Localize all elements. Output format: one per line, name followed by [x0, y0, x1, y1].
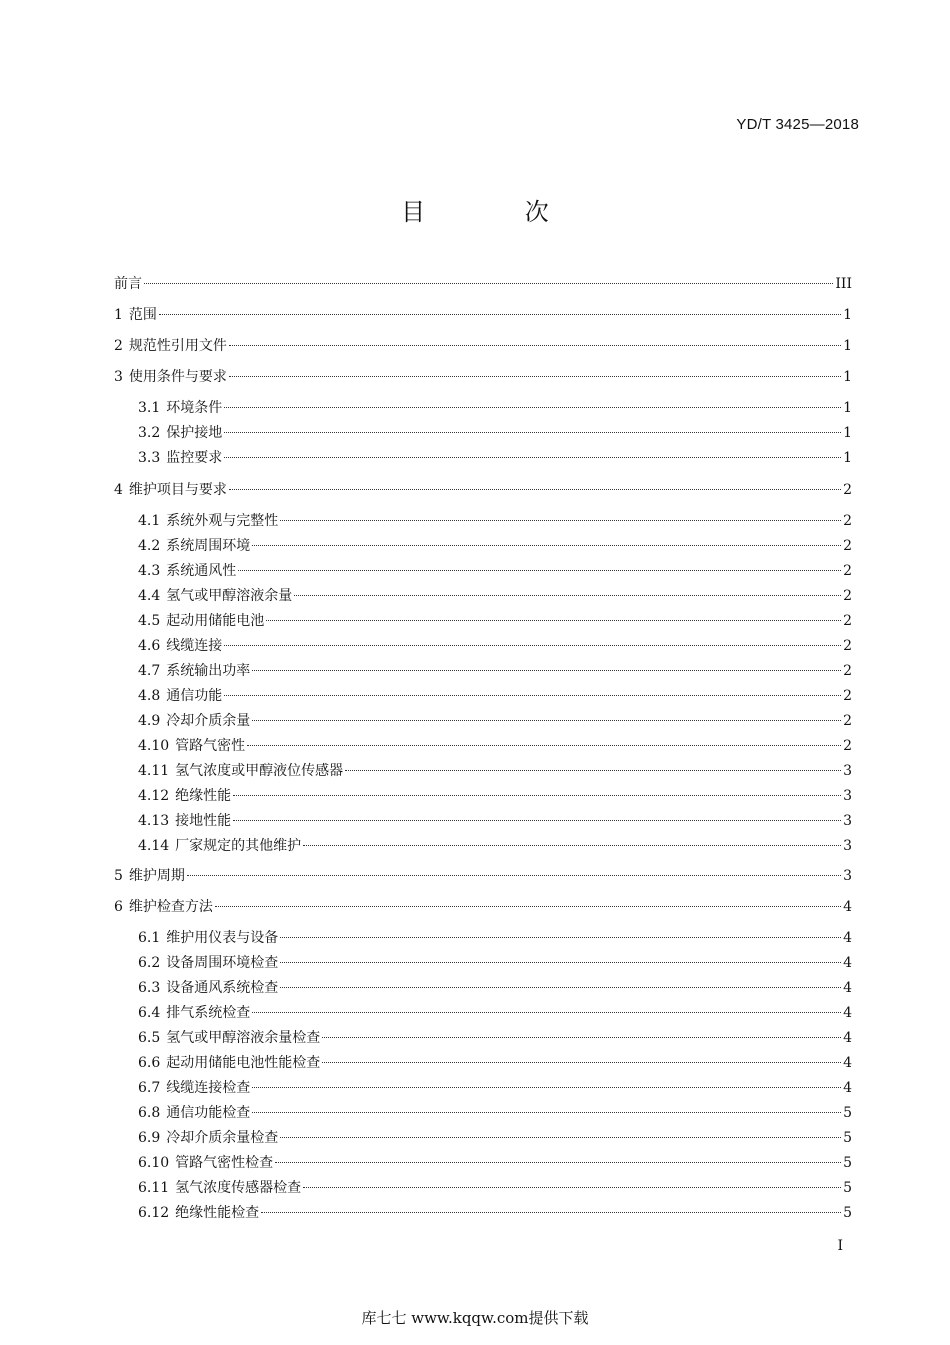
- dot-leader: [229, 376, 841, 377]
- dot-leader: [266, 620, 841, 621]
- toc-entry-label: 范围: [128, 307, 157, 323]
- toc-entry-label: 维护周期: [128, 868, 185, 884]
- toc-entry[interactable]: [138, 1203, 852, 1223]
- toc-entry[interactable]: [138, 711, 852, 731]
- dot-leader: [275, 1162, 841, 1163]
- dot-leader: [252, 1012, 841, 1013]
- dot-leader: [280, 937, 841, 938]
- toc-entry[interactable]: [138, 1078, 852, 1098]
- dot-leader: [224, 407, 841, 408]
- toc-entry-page: 5: [843, 1105, 852, 1121]
- dot-leader: [144, 283, 833, 284]
- toc-entry-page: 5: [843, 1155, 852, 1171]
- toc-entry-label: 绝缘性能: [175, 788, 232, 804]
- toc-entry-page: 2: [843, 663, 852, 679]
- toc-entry[interactable]: [138, 423, 852, 443]
- toc-entry-label: 系统外观与完整性: [166, 513, 279, 529]
- toc-entry-label: 起动用储能电池: [166, 613, 265, 629]
- dot-leader: [345, 770, 841, 771]
- toc-entry-page: 1: [843, 400, 852, 416]
- toc-entry-page: 3: [843, 763, 852, 779]
- toc-entry-number: 4: [114, 482, 123, 498]
- toc-entry-number: 6.11: [138, 1180, 170, 1196]
- toc-entry-page: 4: [843, 955, 852, 971]
- toc-entry[interactable]: [138, 661, 852, 681]
- toc-entry-number: 3.2: [138, 425, 161, 441]
- standard-code: YD/T 3425—2018: [736, 116, 859, 133]
- toc-entry-page: 2: [843, 482, 852, 498]
- dot-leader: [252, 720, 841, 721]
- toc-entry-page: 4: [843, 930, 852, 946]
- toc-entry-number: 2: [114, 338, 123, 354]
- dot-leader: [215, 906, 841, 907]
- toc-entry-label: 监控要求: [166, 450, 223, 466]
- toc-entry-page: 2: [843, 738, 852, 754]
- toc-entry[interactable]: [138, 561, 852, 581]
- dot-leader: [322, 1062, 841, 1063]
- toc-entry-page: 2: [843, 688, 852, 704]
- toc-entry-page: 2: [843, 588, 852, 604]
- toc-entry-number: 3.3: [138, 450, 161, 466]
- toc-entry[interactable]: [138, 1103, 852, 1123]
- toc-entry-label: 冷却介质余量: [166, 713, 251, 729]
- dot-leader: [238, 570, 841, 571]
- toc-entry-number: 5: [114, 868, 123, 884]
- dot-leader: [233, 820, 841, 821]
- toc-entry-page: 4: [843, 1055, 852, 1071]
- dot-leader: [159, 314, 841, 315]
- download-footer: 库七七 www.kqqw.com提供下载: [361, 1309, 589, 1327]
- toc-entry-number: 6: [114, 899, 123, 915]
- toc-entry[interactable]: [138, 686, 852, 706]
- toc-entry-page: 3: [843, 868, 852, 884]
- toc-entry[interactable]: [138, 611, 852, 631]
- toc-entry-page: 1: [843, 425, 852, 441]
- toc-entry-number: 4.7: [138, 663, 161, 679]
- dot-leader: [247, 745, 841, 746]
- toc-entry-page: 5: [843, 1130, 852, 1146]
- toc-entry[interactable]: [138, 836, 852, 856]
- toc-entry[interactable]: [114, 897, 852, 917]
- toc-entry-label: 冷却介质余量检查: [166, 1130, 279, 1146]
- dot-leader: [280, 987, 841, 988]
- toc-entry-page: III: [835, 276, 852, 292]
- toc-entry-label: 厂家规定的其他维护: [175, 838, 302, 854]
- toc-entry-page: 2: [843, 538, 852, 554]
- toc-entry-number: 6.6: [138, 1055, 161, 1071]
- toc-entry-page: 1: [843, 338, 852, 354]
- toc-entry-label: 维护检查方法: [128, 899, 213, 915]
- toc-entry-label: 系统输出功率: [166, 663, 251, 679]
- toc-entry[interactable]: [138, 811, 852, 831]
- toc-entry-number: 4.9: [138, 713, 161, 729]
- toc-title: 目 次: [401, 198, 595, 226]
- toc-entry-number: 4.8: [138, 688, 161, 704]
- toc-entry-page: 2: [843, 563, 852, 579]
- toc-entry-page: 4: [843, 1030, 852, 1046]
- toc-entry-label: 使用条件与要求: [128, 369, 227, 385]
- toc-entry[interactable]: [114, 480, 852, 500]
- dot-leader: [252, 1087, 841, 1088]
- toc-entry-label: 系统周围环境: [166, 538, 251, 554]
- toc-entry[interactable]: [114, 305, 852, 325]
- toc-entry-label: 线缆连接: [166, 638, 223, 654]
- toc-entry-page: 2: [843, 638, 852, 654]
- dot-leader: [252, 545, 841, 546]
- toc-entry[interactable]: [138, 1153, 852, 1173]
- toc-entry-number: 6.1: [138, 930, 161, 946]
- toc-entry-label: 维护用仪表与设备: [166, 930, 279, 946]
- toc-entry-label: 通信功能检查: [166, 1105, 251, 1121]
- dot-leader: [252, 1112, 841, 1113]
- toc-entry[interactable]: [138, 928, 852, 948]
- toc-entry-page: 3: [843, 788, 852, 804]
- toc-entry-label: 设备通风系统检查: [166, 980, 279, 996]
- toc-entry-number: 6.2: [138, 955, 161, 971]
- toc-entry-label: 管路气密性: [175, 738, 246, 754]
- dot-leader: [224, 695, 841, 696]
- toc-entry-label: 排气系统检查: [166, 1005, 251, 1021]
- dot-leader: [229, 489, 841, 490]
- toc-entry-page: 1: [843, 450, 852, 466]
- toc-entry-page: 3: [843, 838, 852, 854]
- dot-leader: [303, 1187, 841, 1188]
- toc-entry-label: 氢气浓度或甲醇液位传感器: [175, 763, 344, 779]
- toc-entry[interactable]: [138, 448, 852, 468]
- toc-entry-page: 2: [843, 713, 852, 729]
- toc-entry-page: 4: [843, 899, 852, 915]
- dot-leader: [224, 645, 841, 646]
- toc-entry-page: 2: [843, 613, 852, 629]
- toc-entry[interactable]: [138, 978, 852, 998]
- toc-entry[interactable]: [138, 736, 852, 756]
- toc-entry-number: 6.12: [138, 1205, 170, 1221]
- toc-entry[interactable]: [138, 1028, 852, 1048]
- toc-entry-number: 6.9: [138, 1130, 161, 1146]
- toc-entry[interactable]: [138, 536, 852, 556]
- toc-entry[interactable]: [138, 761, 852, 781]
- toc-entry-label: 设备周围环境检查: [166, 955, 279, 971]
- toc-entry[interactable]: [138, 636, 852, 656]
- toc-entry-number: 6.10: [138, 1155, 170, 1171]
- dot-leader: [294, 595, 841, 596]
- toc-entry[interactable]: [138, 953, 852, 973]
- dot-leader: [224, 432, 841, 433]
- dot-leader: [233, 795, 841, 796]
- toc-entry-number: 4.11: [138, 763, 170, 779]
- toc-entry-number: 4.13: [138, 813, 170, 829]
- toc-entry-page: 4: [843, 980, 852, 996]
- toc-entry-label: 起动用储能电池性能检查: [166, 1055, 321, 1071]
- toc-entry-number: 4.2: [138, 538, 161, 554]
- toc-entry-number: 6.3: [138, 980, 161, 996]
- dot-leader: [187, 875, 841, 876]
- page-number: I: [837, 1238, 843, 1254]
- toc-entry-page: 5: [843, 1180, 852, 1196]
- toc-entry-page: 4: [843, 1080, 852, 1096]
- dot-leader: [303, 845, 841, 846]
- dot-leader: [280, 1137, 841, 1138]
- toc-entry-page: 1: [843, 369, 852, 385]
- toc-entry[interactable]: [138, 1053, 852, 1073]
- toc-entry-label: 氢气或甲醇溶液余量检查: [166, 1030, 321, 1046]
- toc-entry-label: 通信功能: [166, 688, 223, 704]
- toc-entry-label: 线缆连接检查: [166, 1080, 251, 1096]
- toc-entry[interactable]: [114, 866, 852, 886]
- dot-leader: [280, 520, 841, 521]
- toc-entry-label: 保护接地: [166, 425, 223, 441]
- toc-entry-number: 4.12: [138, 788, 170, 804]
- toc-entry-page: 1: [843, 307, 852, 323]
- toc-entry[interactable]: [138, 786, 852, 806]
- toc-entry-label: 氢气浓度传感器检查: [175, 1180, 302, 1196]
- toc-entry-label: 维护项目与要求: [128, 482, 227, 498]
- toc-entry-label: 氢气或甲醇溶液余量: [166, 588, 293, 604]
- dot-leader: [224, 457, 841, 458]
- toc-entry-number: 4.1: [138, 513, 161, 529]
- toc-entry-number: 6.7: [138, 1080, 161, 1096]
- toc-entry-label: 管路气密性检查: [175, 1155, 274, 1171]
- toc-entry-label: 绝缘性能检查: [175, 1205, 260, 1221]
- toc-entry-label: 规范性引用文件: [128, 338, 227, 354]
- toc-entry-label: 系统通风性: [166, 563, 237, 579]
- dot-leader: [261, 1212, 841, 1213]
- toc-entry[interactable]: [114, 336, 852, 356]
- toc-entry-number: 4.6: [138, 638, 161, 654]
- toc-entry[interactable]: [114, 274, 852, 294]
- toc-entry-number: 3: [114, 369, 123, 385]
- toc-entry-number: 3.1: [138, 400, 161, 416]
- toc-entry-label: 前言: [114, 276, 142, 292]
- toc-entry-number: 6.4: [138, 1005, 161, 1021]
- toc-entry[interactable]: [138, 1178, 852, 1198]
- toc-entry[interactable]: [138, 511, 852, 531]
- toc-entry[interactable]: [138, 1128, 852, 1148]
- toc-entry-number: 1: [114, 307, 123, 323]
- dot-leader: [252, 670, 841, 671]
- toc-entry-number: 4.10: [138, 738, 170, 754]
- toc-entry-page: 2: [843, 513, 852, 529]
- toc-entry-number: 4.3: [138, 563, 161, 579]
- toc-entry-page: 5: [843, 1205, 852, 1221]
- toc-entry[interactable]: [138, 1003, 852, 1023]
- toc-entry-page: 3: [843, 813, 852, 829]
- toc-entry-label: 接地性能: [175, 813, 232, 829]
- toc-entry-number: 4.5: [138, 613, 161, 629]
- toc-entry-number: 6.5: [138, 1030, 161, 1046]
- dot-leader: [322, 1037, 841, 1038]
- toc-entry[interactable]: [138, 398, 852, 418]
- toc-entry-label: 环境条件: [166, 400, 223, 416]
- toc-entry[interactable]: [138, 586, 852, 606]
- toc-entry[interactable]: [114, 367, 852, 387]
- toc-entry-number: 4.14: [138, 838, 170, 854]
- toc-entry-number: 6.8: [138, 1105, 161, 1121]
- dot-leader: [280, 962, 841, 963]
- dot-leader: [229, 345, 841, 346]
- toc-entry-page: 4: [843, 1005, 852, 1021]
- toc-entry-number: 4.4: [138, 588, 161, 604]
